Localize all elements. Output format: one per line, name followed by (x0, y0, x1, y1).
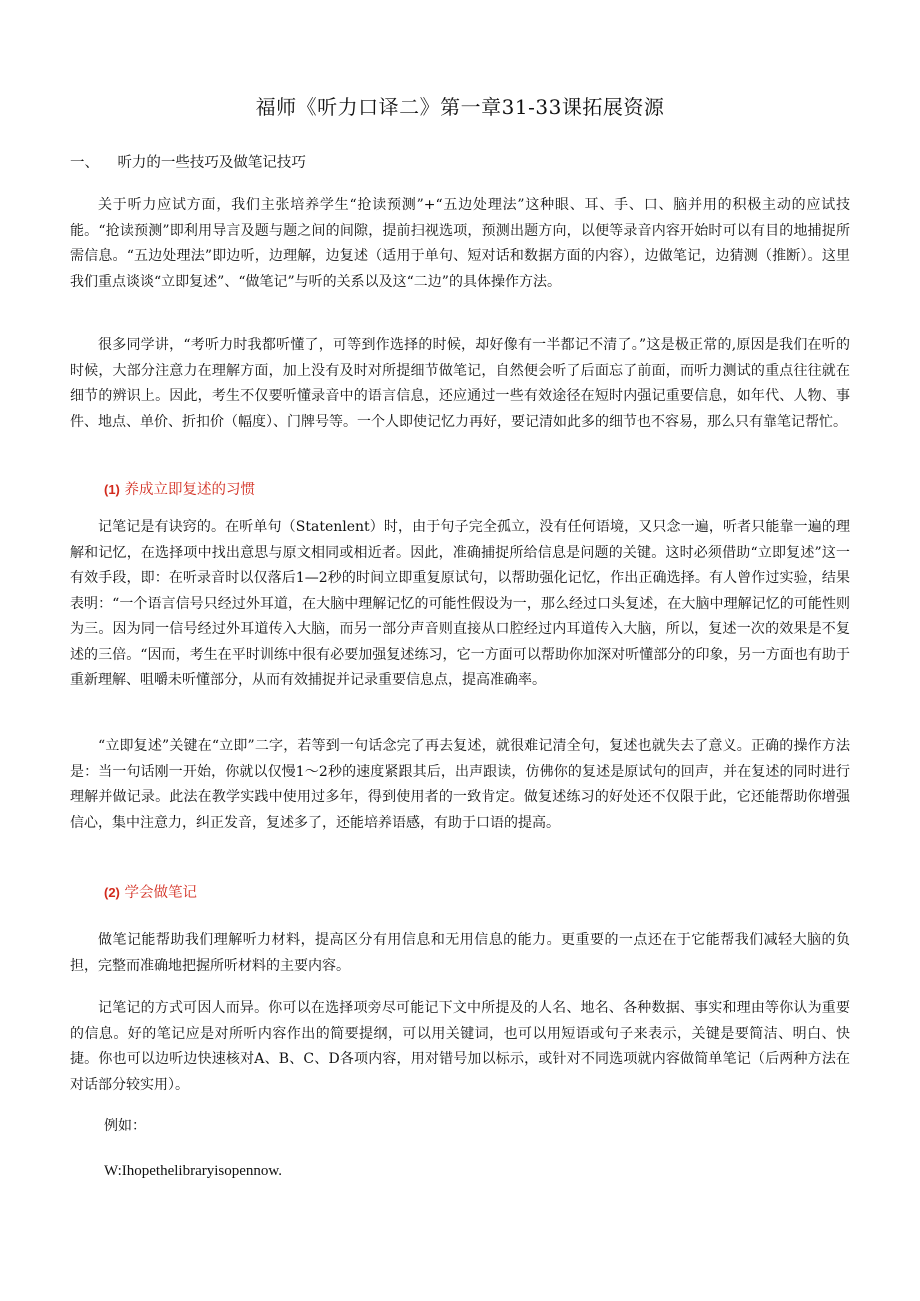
paragraph-3: 记笔记是有诀窍的。在听单句（Statenlent）时，由于句子完全孤立，没有任何语境，又只念一遍，听者只能靠一遍的理解和记忆，在选择项中找出意思与原文相同或相近者。因此，准确捕捉所给信息是问题的关键。这时必须借助“立即复述”这一有效手段，即：在听录音时以仅落后1—2秒的时间立即重复原试句，以帮助强化记忆，作出正确选择。有人曾作过实验，结果表明：“一个语言信号只经过外耳道，在大脑中理解记忆的可能性假设为一，那么经过口头复述，在大脑中理解记忆的可能性则为三。因为同一信号经过外耳道传入大脑，而另一部分声音则直接从口腔经过内耳道传入大脑，所以，复述一次的效果是不复述的三倍。“因而，考生在平时训练中很有必要加强复述练习，它一方面可以帮助你加深对听懂部分的印象，另一方面也有助于重新理解、咀嚼未听懂部分，从而有效捕捉并记录重要信息点，提高准确率。 (70, 519, 850, 688)
page-title: 福师《听力口译二》第一章31-33课拓展资源 (255, 95, 665, 119)
section-number: 一、 (70, 155, 99, 171)
subsection-number-1: (1) (104, 482, 120, 497)
subsection-number-2: (2) (104, 885, 120, 900)
paragraph-5: 做笔记能帮助我们理解听力材料，提高区分有用信息和无用信息的能力。更重要的一点还在于它能帮我们减轻大脑的负担，完整而准确地把握所听材料的主要内容。 (70, 932, 850, 974)
paragraph-1: 关于听力应试方面，我们主张培养学生“抢读预测”+“五边处理法”这种眼、耳、手、口、脑并用的积极主动的应试技能。“抢读预测”即利用导言及题与题之间的间隙，提前扫视选项，预测出题方向，以便等录音内容开始时可以有目的地捕捉所需信息。“五边处理法”即边听，边理解，边复述（适用于单句、短对话和数据方面的内容），边做笔记，边猜测（推断）。这里我们重点谈谈“立即复述”、“做笔记”与听的关系以及这“二边”的具体操作方法。 (70, 197, 850, 290)
paragraph-6: 记笔记的方式可因人而异。你可以在选择项旁尽可能记下文中所提及的人名、地名、各种数据、事实和理由等你认为重要的信息。好的笔记应是对所听内容作出的简要提纲，可以用关键词，也可以用短语或句子来表示，关键是要简洁、明白、快捷。你也可以边听边快速核对A、B、C、D各项内容，用对错号加以标示，或针对不同选项就内容做简单笔记（后两种方法在对话部分较实用）。 (70, 1000, 850, 1093)
example-label: 例如： (104, 1118, 146, 1134)
section-heading (70, 151, 306, 172)
subsection-heading-1 (104, 478, 255, 499)
subsection-heading-2 (104, 881, 197, 902)
paragraph-2: 很多同学讲，“考听力时我都听懂了，可等到作选择的时候，却好像有一半都记不清了。”这是极正常的,原因是我们在听的时候，大部分注意力在理解方面，加上没有及时对所提细节做笔记，自然便会听了后面忘了前面，而听力测试的重点往往就在细节的辨识上。因此，考生不仅要听懂录音中的语言信息，还应通过一些有效途径在短时内强记重要信息，如年代、人物、事件、地点、单价、折扣价（幅度）、门牌号等。一个人即使记忆力再好，要记清如此多的细节也不容易，那么只有靠笔记帮忙。 (70, 337, 850, 430)
subsection-title-1: 养成立即复述的习惯 (124, 482, 255, 498)
paragraph-4: “立即复述”关键在“立即”二字，若等到一句话念完了再去复述，就很难记清全句，复述也就失去了意义。正确的操作方法是：当一句话刚一开始，你就以仅慢1～2秒的速度紧跟其后，出声跟读，仿佛你的复述是原试句的回声，并在复述的同时进行理解并做记录。此法在教学实践中使用过多年，得到使用者的一致肯定。做复述练习的好处还不仅限于此，它还能帮助你增强信心，集中注意力，纠正发音，复述多了，还能培养语感，有助于口语的提高。 (70, 738, 850, 831)
example-sentence: W:Ihopethelibraryisopennow. (104, 1163, 283, 1179)
subsection-title-2: 学会做笔记 (124, 885, 197, 901)
section-title: 听力的一些技巧及做笔记技巧 (117, 155, 306, 171)
